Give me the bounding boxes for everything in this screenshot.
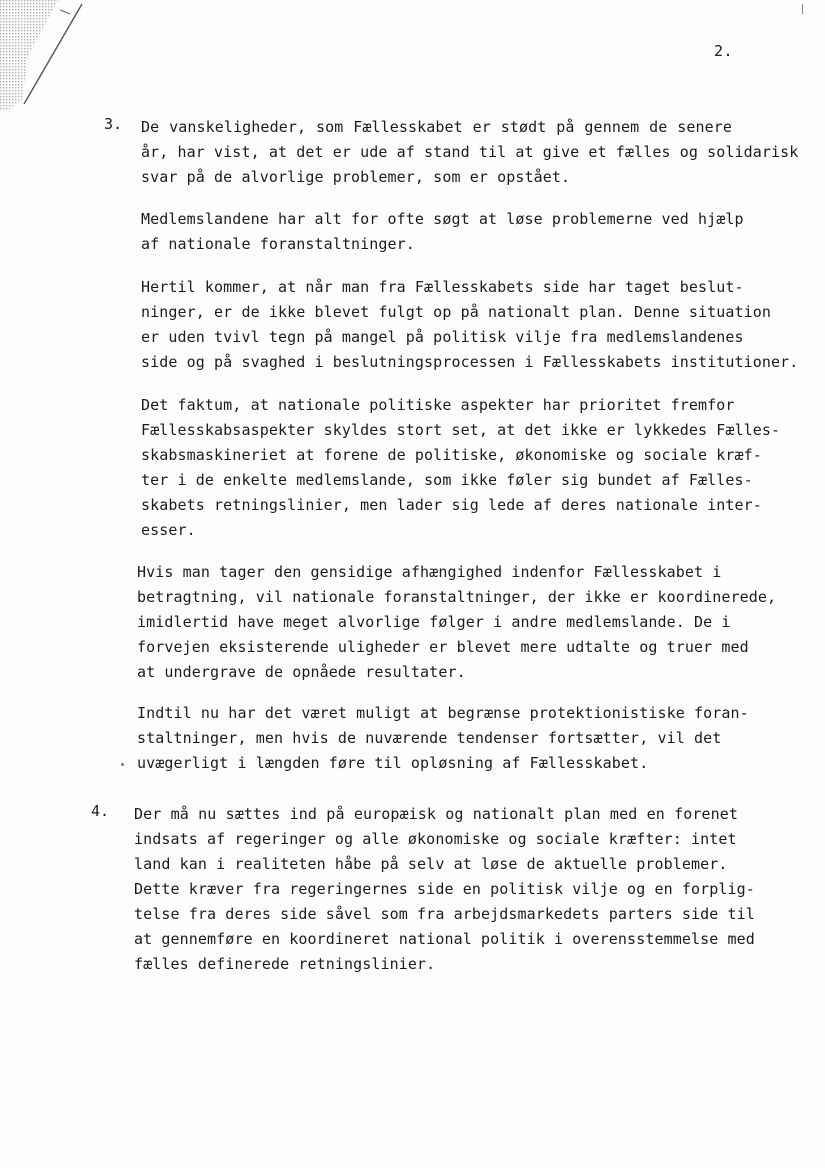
ink-speck: [121, 763, 124, 766]
text-line: betragtning, vil nationale foranstaltninger, der ikke er koordinerede,: [137, 588, 777, 606]
page-number: 2.: [714, 42, 734, 60]
staple-mark: [0, 0, 90, 110]
text-line: esser.: [141, 521, 196, 539]
paragraph: [137, 701, 777, 776]
text-line: af nationale foranstaltninger.: [141, 235, 415, 253]
text-line: imidlertid have meget alvorlige følger i andre medlemslande. De i: [137, 613, 731, 631]
text-line: telse fra deres side såvel som fra arbejdsmarkedets parters side til: [134, 905, 755, 923]
edge-mark: [802, 4, 803, 14]
text-line: land kan i realiteten håbe på selv at løse de aktuelle problemer.: [134, 855, 728, 873]
text-line: forvejen eksisterende uligheder er blevet mere udtalte og truer med: [137, 638, 749, 656]
paragraph: [141, 115, 799, 190]
section-number: 4.: [91, 802, 110, 820]
section-number: 3.: [104, 115, 123, 133]
text-line: Hertil kommer, at når man fra Fællesskabets side har taget beslut-: [141, 278, 744, 296]
paragraph: [141, 393, 781, 543]
text-line: svar på de alvorlige problemer, som er opstået.: [141, 168, 571, 186]
text-line: skabsmaskineriet at forene de politiske, økonomiske og sociale kræf-: [141, 446, 762, 464]
text-line: fælles definerede retningslinier.: [134, 955, 436, 973]
text-line: Dette kræver fra regeringernes side en politisk vilje og en forplig-: [134, 880, 755, 898]
text-line: uvægerligt i længden føre til opløsning af Fællesskabet.: [137, 754, 649, 772]
paragraph: [134, 802, 774, 977]
text-line: år, har vist, at det er ude af stand til at give et fælles og solidarisk: [141, 143, 799, 161]
text-line: staltninger, men hvis de nuværende tendenser fortsætter, vil det: [137, 729, 722, 747]
text-line: Medlemslandene har alt for ofte søgt at løse problemerne ved hjælp: [141, 210, 744, 228]
text-line: Indtil nu har det været muligt at begrænse protektionistiske foran-: [137, 704, 749, 722]
text-line: side og på svaghed i beslutningsprocessen i Fællesskabets institutioner.: [141, 353, 799, 371]
text-line: De vanskeligheder, som Fællesskabet er stødt på gennem de senere: [141, 118, 732, 136]
paragraph: [137, 560, 777, 685]
paragraph: [141, 207, 781, 257]
text-line: skabets retningslinier, men lader sig lede af deres nationale inter-: [141, 496, 762, 514]
paragraph: [141, 275, 799, 375]
text-line: Det faktum, at nationale politiske aspekter har prioritet fremfor: [141, 396, 735, 414]
text-line: Der må nu sættes ind på europæisk og nationalt plan med en forenet: [134, 805, 738, 823]
text-line: at undergrave de opnåede resultater.: [137, 663, 466, 681]
text-line: ter i de enkelte medlemslande, som ikke føler sig bundet af Fælles-: [141, 471, 753, 489]
text-line: Hvis man tager den gensidige afhængighed indenfor Fællesskabet i: [137, 563, 722, 581]
text-line: er uden tvivl tegn på mangel på politisk vilje fra medlemslandenes: [141, 328, 744, 346]
text-line: Fællesskabsaspekter skyldes stort set, at det ikke er lykkedes Fælles-: [141, 421, 781, 439]
text-line: at gennemføre en koordineret national politik i overensstemmelse med: [134, 930, 755, 948]
text-line: ninger, er de ikke blevet fulgt op på nationalt plan. Denne situation: [141, 303, 772, 321]
text-line: indsats af regeringer og alle økonomiske og sociale kræfter: intet: [134, 830, 737, 848]
